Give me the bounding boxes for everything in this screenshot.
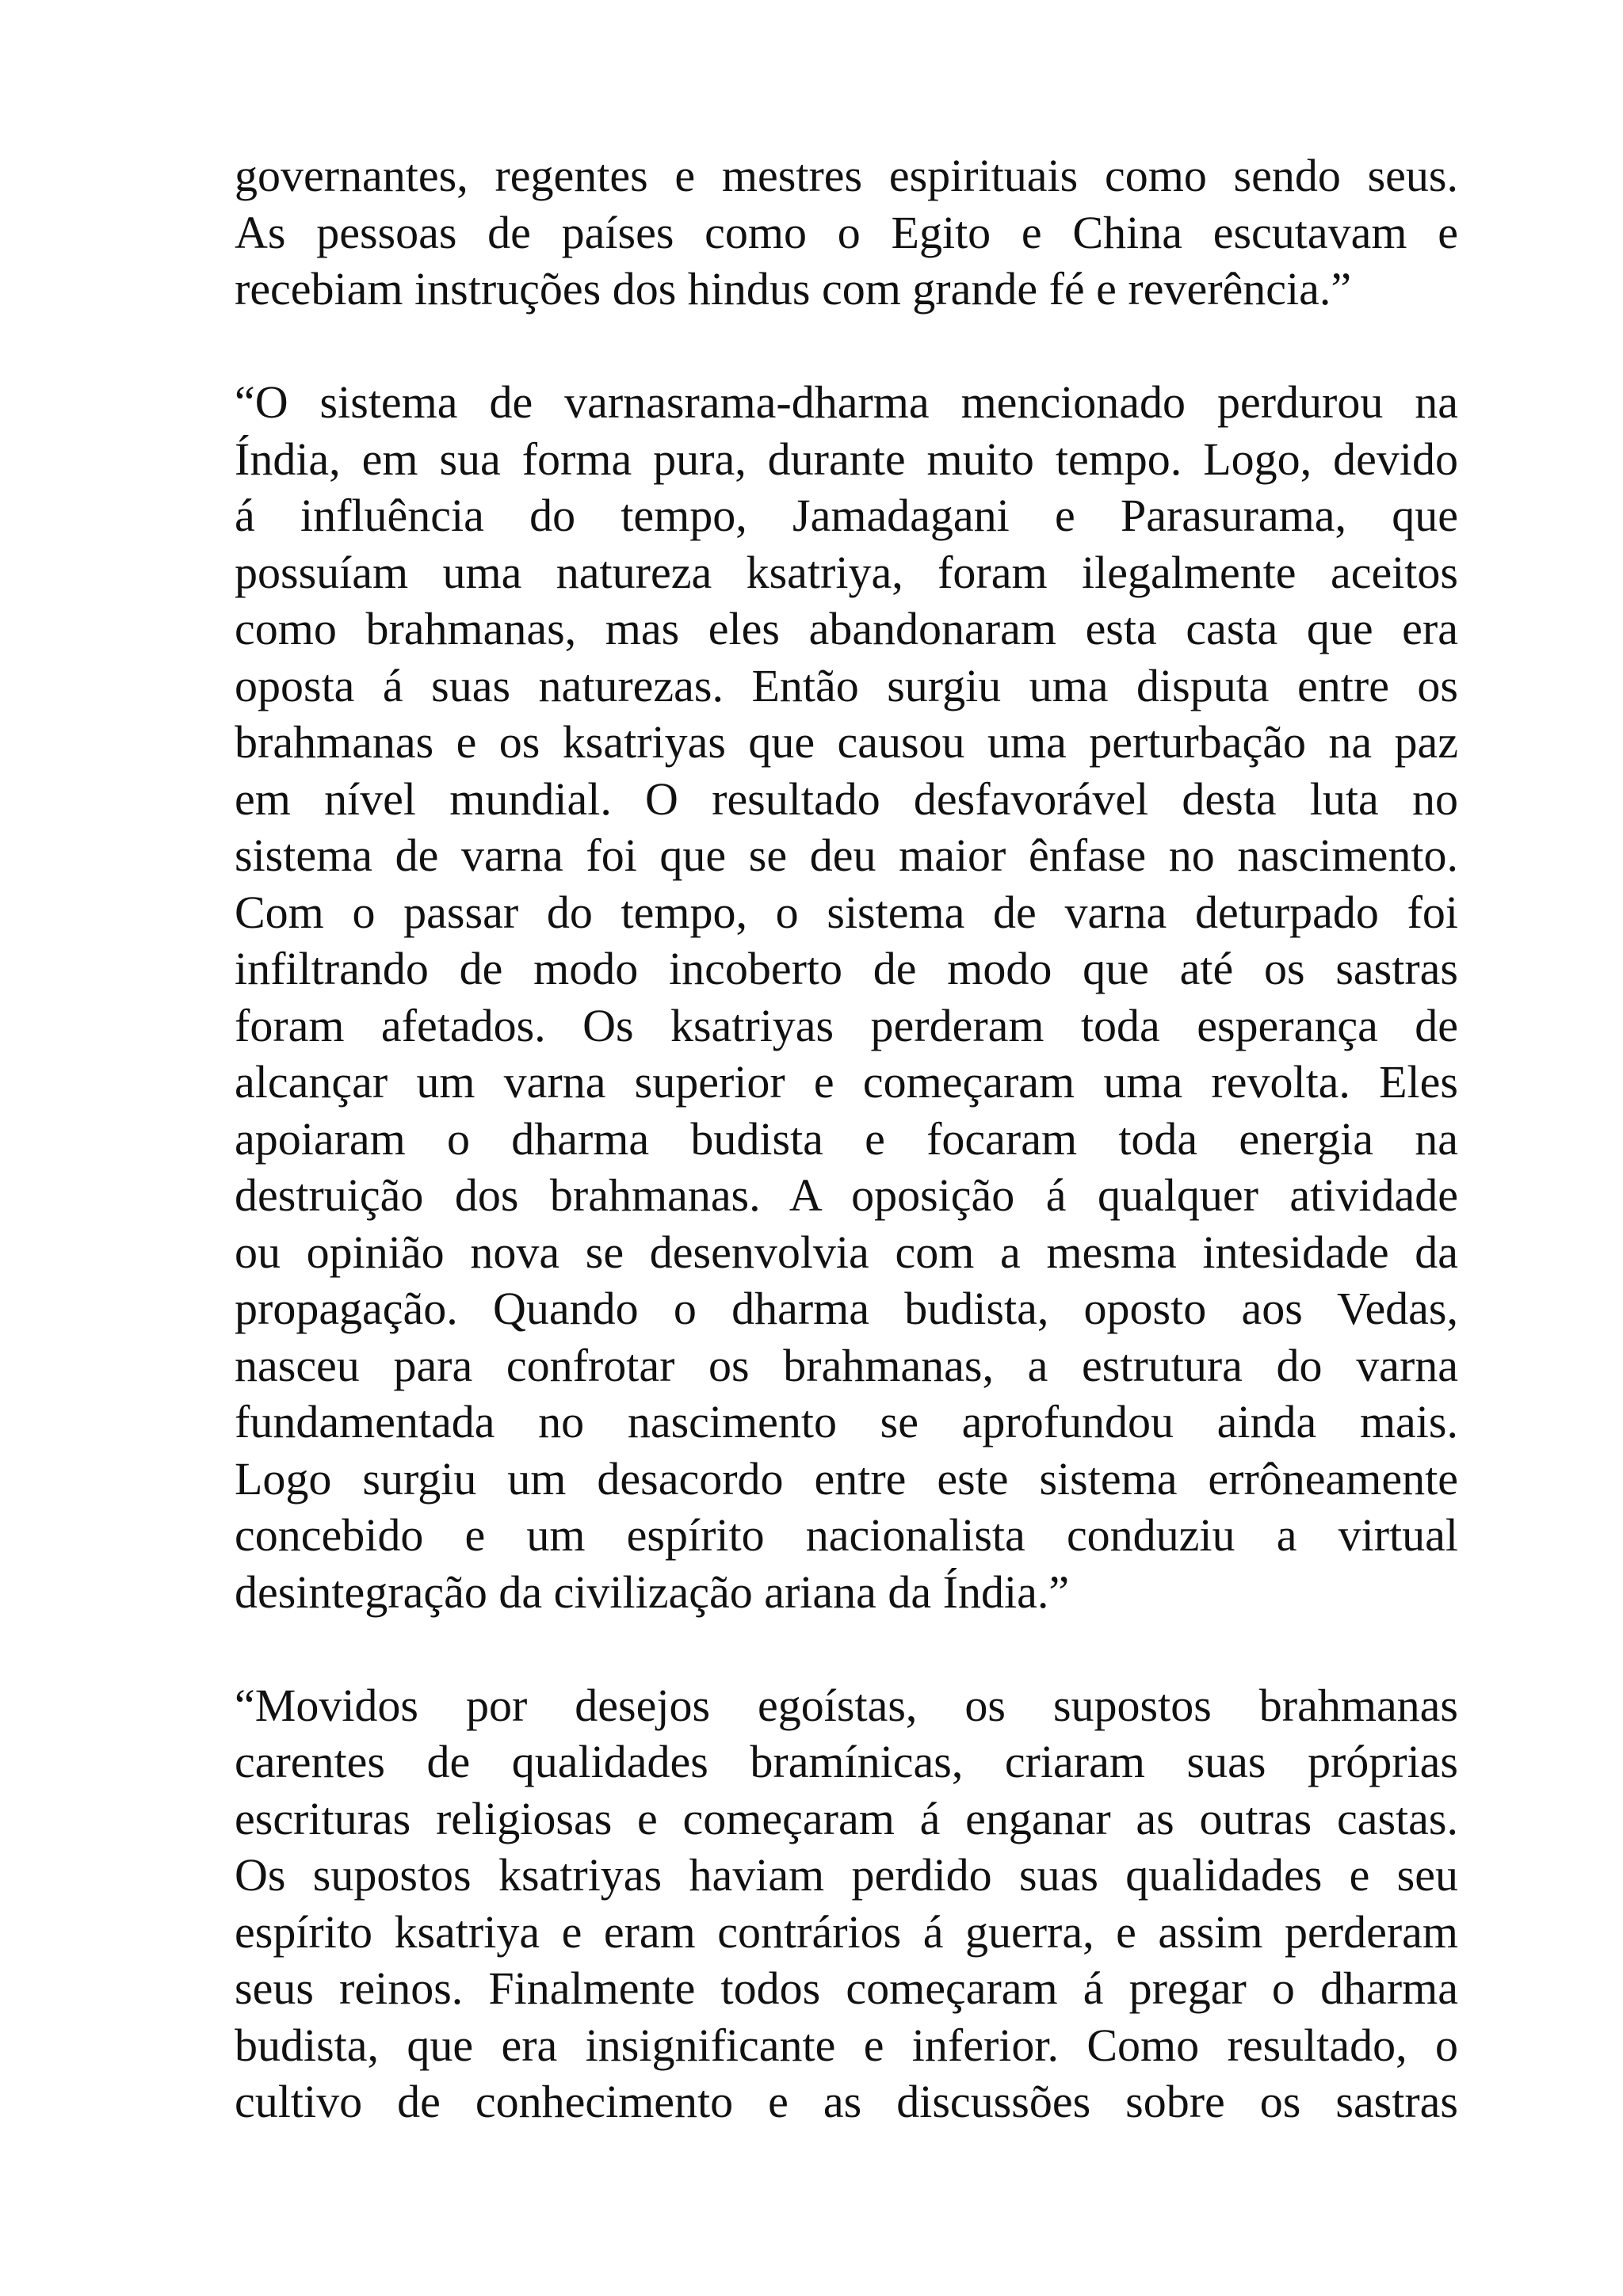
text-line: Índia, em sua forma pura, durante muito tempo. Logo, devido xyxy=(235,433,1458,485)
paragraph-gap xyxy=(235,1620,1458,1677)
text-line: alcançar um varna superior e começaram uma revolta. Eles xyxy=(235,1056,1458,1108)
text-line: governantes, regentes e mestres espirituais como sendo seus. xyxy=(235,150,1458,201)
text-line: “Movidos por desejos egoístas, os supostos brahmanas xyxy=(235,1679,1458,1731)
text-line: cultivo de conhecimento e as discussões sobre os sastras xyxy=(235,2076,1458,2127)
text-line: destruição dos brahmanas. A oposição á qualquer atividade xyxy=(235,1169,1458,1221)
text-line: como brahmanas, mas eles abandonaram esta casta que era xyxy=(235,603,1458,654)
text-column xyxy=(235,147,1458,2130)
text-line: Com o passar do tempo, o sistema de varna deturpado foi xyxy=(235,886,1458,938)
text-line: nasceu para confrotar os brahmanas, a estrutura do varna xyxy=(235,1339,1458,1391)
paragraph-1 xyxy=(235,147,1458,318)
text-line: espírito ksatriya e eram contrários á guerra, e assim perderam xyxy=(235,1905,1458,1958)
text-line: ou opinião nova se desenvolvia com a mesma intesidade da xyxy=(235,1226,1458,1278)
text-line: budista, que era insignificante e inferior. Como resultado, o xyxy=(235,2019,1458,2071)
text-line: apoiaram o dharma budista e focaram toda energia na xyxy=(235,1112,1458,1165)
text-line: concebido e um espírito nacionalista conduziu a virtual xyxy=(235,1509,1458,1561)
text-line: foram afetados. Os ksatriyas perderam toda esperança de xyxy=(235,999,1458,1051)
text-line: Os supostos ksatriyas haviam perdido suas qualidades e seu xyxy=(235,1849,1458,1901)
paragraph-3 xyxy=(235,1677,1458,2130)
text-line: As pessoas de países como o Egito e China escutavam e xyxy=(235,206,1458,258)
text-line: á influência do tempo, Jamadagani e Parasurama, que xyxy=(235,490,1458,541)
text-line: Logo surgiu um desacordo entre este sistema errôneamente xyxy=(235,1452,1458,1505)
text-line: infiltrando de modo incoberto de modo que até os sastras xyxy=(235,943,1458,994)
text-line: oposta á suas naturezas. Então surgiu uma disputa entre os xyxy=(235,659,1458,711)
text-line: carentes de qualidades bramínicas, criaram suas próprias xyxy=(235,1736,1458,1787)
text-line: possuíam uma natureza ksatriya, foram ilegalmente aceitos xyxy=(235,546,1458,598)
text-line: em nível mundial. O resultado desfavorável desta luta no xyxy=(235,772,1458,825)
text-line: brahmanas e os ksatriyas que causou uma perturbação na paz xyxy=(235,716,1458,768)
text-line: fundamentada no nascimento se aprofundou ainda mais. xyxy=(235,1396,1458,1447)
text-line: escrituras religiosas e começaram á enganar as outras castas. xyxy=(235,1792,1458,1844)
text-line: propagação. Quando o dharma budista, oposto aos Vedas, xyxy=(235,1283,1458,1334)
text-line: “O sistema de varnasrama-dharma mencionado perdurou na xyxy=(235,376,1458,428)
text-line: recebiam instruções dos hindus com grande fé e reverência.” xyxy=(235,263,1352,315)
paragraph-gap xyxy=(235,318,1458,375)
text-line: seus reinos. Finalmente todos começaram á pregar o dharma xyxy=(235,1962,1458,2014)
text-line: desintegração da civilização ariana da Índia.” xyxy=(235,1566,1070,1618)
text-line: sistema de varna foi que se deu maior ênfase no nascimento. xyxy=(235,830,1458,881)
paragraph-2 xyxy=(235,374,1458,1620)
